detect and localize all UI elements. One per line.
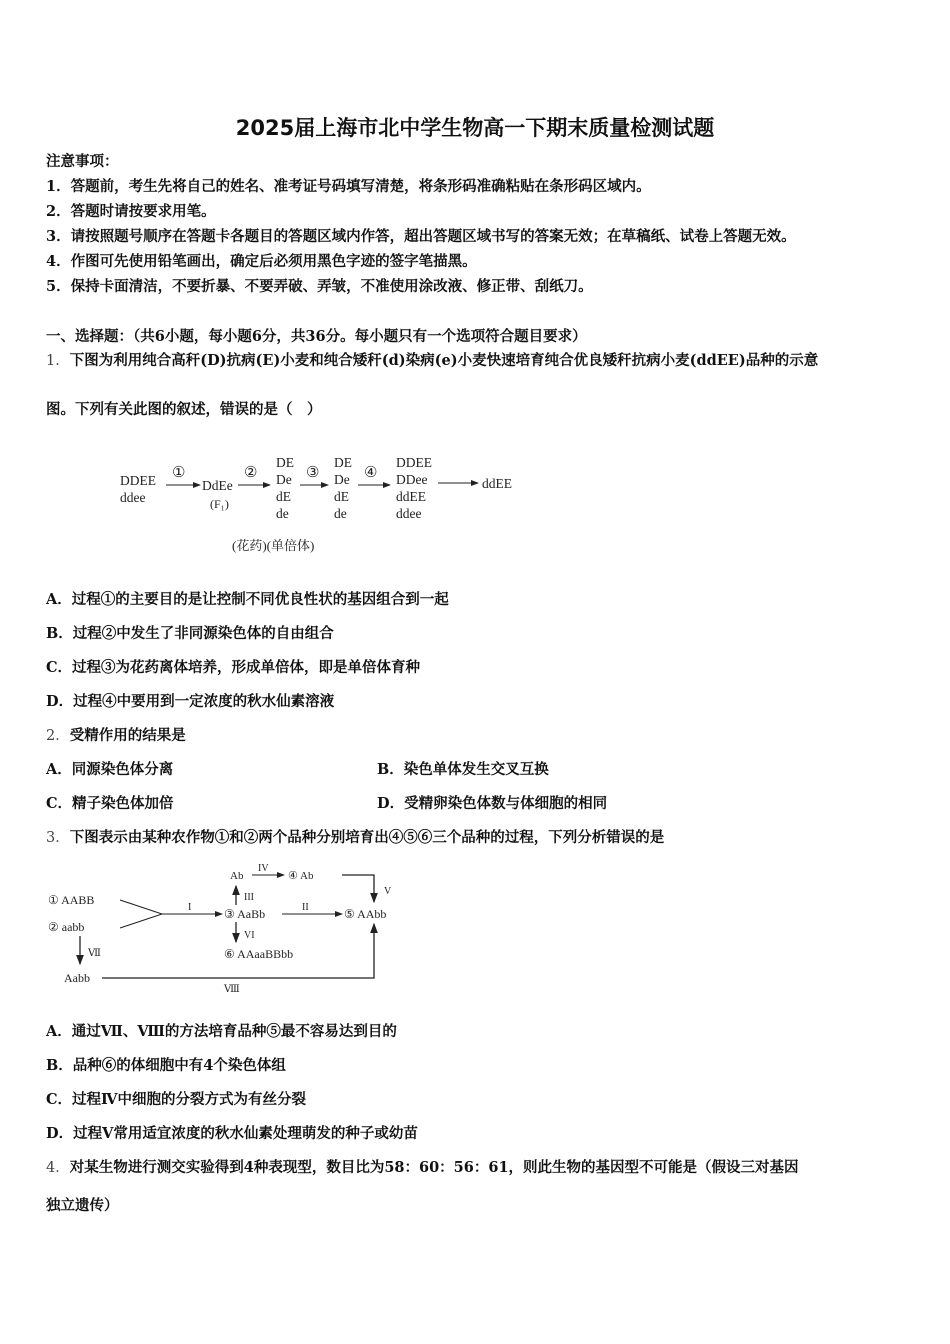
section-heading: 一、选择题：（共6小题，每小题6分，共36分。每小题只有一个选项符合题目要求） [46, 328, 587, 345]
variety-3: ③ AaBb [224, 907, 266, 921]
q3-option-c[interactable] [46, 1090, 306, 1110]
question-number: 3． [46, 830, 70, 846]
haploid-genotype: de [334, 506, 347, 521]
breeding-diagram-3 [44, 860, 414, 996]
option-label: B． [46, 625, 73, 642]
q1-option-c[interactable] [46, 658, 420, 678]
option-label: B． [46, 1057, 73, 1074]
cross-line-1 [120, 900, 162, 914]
step-1-label: ① [172, 465, 186, 481]
intermediate-aabb: Aabb [64, 971, 90, 985]
question-2 [46, 726, 186, 746]
option-label: A． [46, 1023, 72, 1040]
variety-6: ⑥ AAaaBBbb [224, 947, 294, 961]
question-text: 对某生物进行测交实验得到4种表现型，数目比为58：60：56：61，则此生物的基因型不可能是（假设三对基因 [69, 1159, 799, 1176]
option-label: C． [46, 659, 73, 676]
q3-option-d[interactable] [46, 1124, 418, 1144]
question-number: 1． [46, 353, 70, 369]
diploid-genotype: DDee [396, 472, 428, 487]
f1-label: (F₁) [210, 497, 229, 511]
step-ii-label: II [302, 902, 309, 913]
step-2-label: ② [244, 465, 258, 481]
step-vi-label: VI [244, 930, 255, 941]
step-i-label: I [188, 902, 192, 913]
variety-5: ⑤ AAbb [344, 907, 387, 921]
diploid-genotype: ddee [396, 506, 422, 521]
option-label: C． [46, 1091, 73, 1108]
q2-option-c[interactable] [46, 794, 174, 814]
option-label: A． [46, 761, 72, 778]
option-text: 染色单体发生交叉互换 [403, 761, 549, 778]
question-text: 下图表示由某种农作物①和②两个品种分别培育出④⑤⑥三个品种的过程，下列分析错误的是 [69, 829, 665, 846]
option-text: 过程Ⅴ常用适宜浓度的秋水仙素处理萌发的种子或幼苗 [73, 1125, 418, 1142]
question-3 [46, 828, 664, 848]
question-text: 下图为利用纯合高秆(D)抗病(E)小麦和纯合矮秆(d)染病(e)小麦快速培育纯合优良矮秆抗病小麦(ddEE)品种的示意 [69, 352, 819, 369]
option-text: 精子染色体加倍 [72, 795, 174, 812]
option-text: 通过Ⅶ、Ⅷ的方法培育品种⑤最不容易达到目的 [71, 1023, 397, 1040]
option-text: 品种⑥的体细胞中有4个染色体组 [72, 1057, 286, 1074]
option-text: 受精卵染色体数与体细胞的相同 [404, 795, 608, 812]
parent-genotype: ddee [120, 490, 146, 505]
variety-4: ④ Ab [288, 870, 314, 882]
result-genotype: ddEE [482, 476, 512, 491]
q1-option-a[interactable] [46, 590, 449, 610]
question-1-cont: 图。下列有关此图的叙述，错误的是（ ） [46, 401, 322, 418]
arrow-v [342, 875, 374, 902]
option-label: A． [46, 591, 72, 608]
step-4-label: ④ [364, 465, 378, 481]
parent-genotype: DDEE [120, 473, 156, 488]
option-label: C． [46, 795, 73, 812]
option-text: 同源染色体分离 [71, 761, 174, 778]
variety-2: ② aabb [48, 920, 85, 934]
diploid-genotype: DDEE [396, 455, 432, 470]
option-text: 过程④中要用到一定浓度的秋水仙素溶液 [73, 693, 335, 710]
question-text: 受精作用的结果是 [69, 727, 186, 744]
question-1 [46, 351, 818, 371]
notice-item: 1．答题前，考生先将自己的姓名、准考证号码填写清楚，将条形码准确粘贴在条形码区域内。 [46, 178, 651, 195]
q2-option-d[interactable] [377, 794, 607, 814]
q2-option-b[interactable] [377, 760, 549, 780]
step-3-label: ③ [306, 465, 320, 481]
gamete-genotype: dE [276, 489, 291, 504]
haploid-ab: Ab [230, 870, 244, 882]
gamete-genotype: de [276, 506, 289, 521]
option-text: 过程②中发生了非同源染色体的自由组合 [72, 625, 334, 642]
step-v-label: V [384, 886, 392, 897]
gamete-genotype: De [276, 472, 292, 487]
q3-option-b[interactable] [46, 1056, 286, 1076]
option-text: 过程Ⅳ中细胞的分裂方式为有丝分裂 [72, 1091, 306, 1108]
option-label: D． [46, 693, 74, 710]
step-iii-label: III [244, 892, 254, 903]
diploid-genotype: ddEE [396, 489, 426, 504]
diagram-caption: (花药)(单倍体) [232, 538, 315, 553]
notice-item: 3．请按照题号顺序在答题卡各题目的答题区域内作答，超出答题区域书写的答案无效；在草稿纸、试卷上答题无效。 [46, 228, 796, 245]
notice-item: 2．答题时请按要求用笔。 [46, 203, 216, 220]
option-label: B． [377, 761, 404, 778]
option-label: D． [46, 1125, 74, 1142]
haploid-genotype: De [334, 472, 350, 487]
option-text: 过程③为花药离体培养，形成单倍体，即是单倍体育种 [72, 659, 421, 676]
question-4-cont: 独立遗传） [46, 1197, 119, 1214]
cross-line-2 [120, 914, 162, 928]
haploid-genotype: dE [334, 489, 349, 504]
question-4 [46, 1158, 799, 1178]
haploid-genotype: DE [334, 455, 352, 470]
option-label: D． [377, 795, 405, 812]
f1-genotype: DdEe [202, 478, 233, 493]
notice-item: 5．保持卡面清洁，不要折暴、不要弄破、弄皱，不准使用涂改液、修正带、刮纸刀。 [46, 278, 593, 295]
q1-option-d[interactable] [46, 692, 334, 712]
breeding-diagram-1 [110, 448, 540, 560]
option-text: 过程①的主要目的是让控制不同优良性状的基因组合到一起 [71, 591, 449, 608]
question-number: 4． [46, 1160, 70, 1176]
notice-item: 4．作图可先使用铅笔画出，确定后必须用黑色字迹的签字笔描黑。 [46, 253, 477, 270]
question-number: 2． [46, 728, 70, 744]
step-iv-label: IV [258, 863, 269, 874]
q3-option-a[interactable] [46, 1022, 397, 1042]
gamete-genotype: DE [276, 455, 294, 470]
step-vii-label: Ⅶ [88, 948, 101, 959]
notice-heading: 注意事项： [46, 153, 119, 170]
variety-1: ① AABB [48, 893, 95, 907]
q2-option-a[interactable] [46, 760, 173, 780]
page-title: 2025届上海市北中学生物高一下期末质量检测试题 [235, 116, 715, 140]
q1-option-b[interactable] [46, 624, 334, 644]
step-viii-label: Ⅷ [224, 984, 240, 995]
